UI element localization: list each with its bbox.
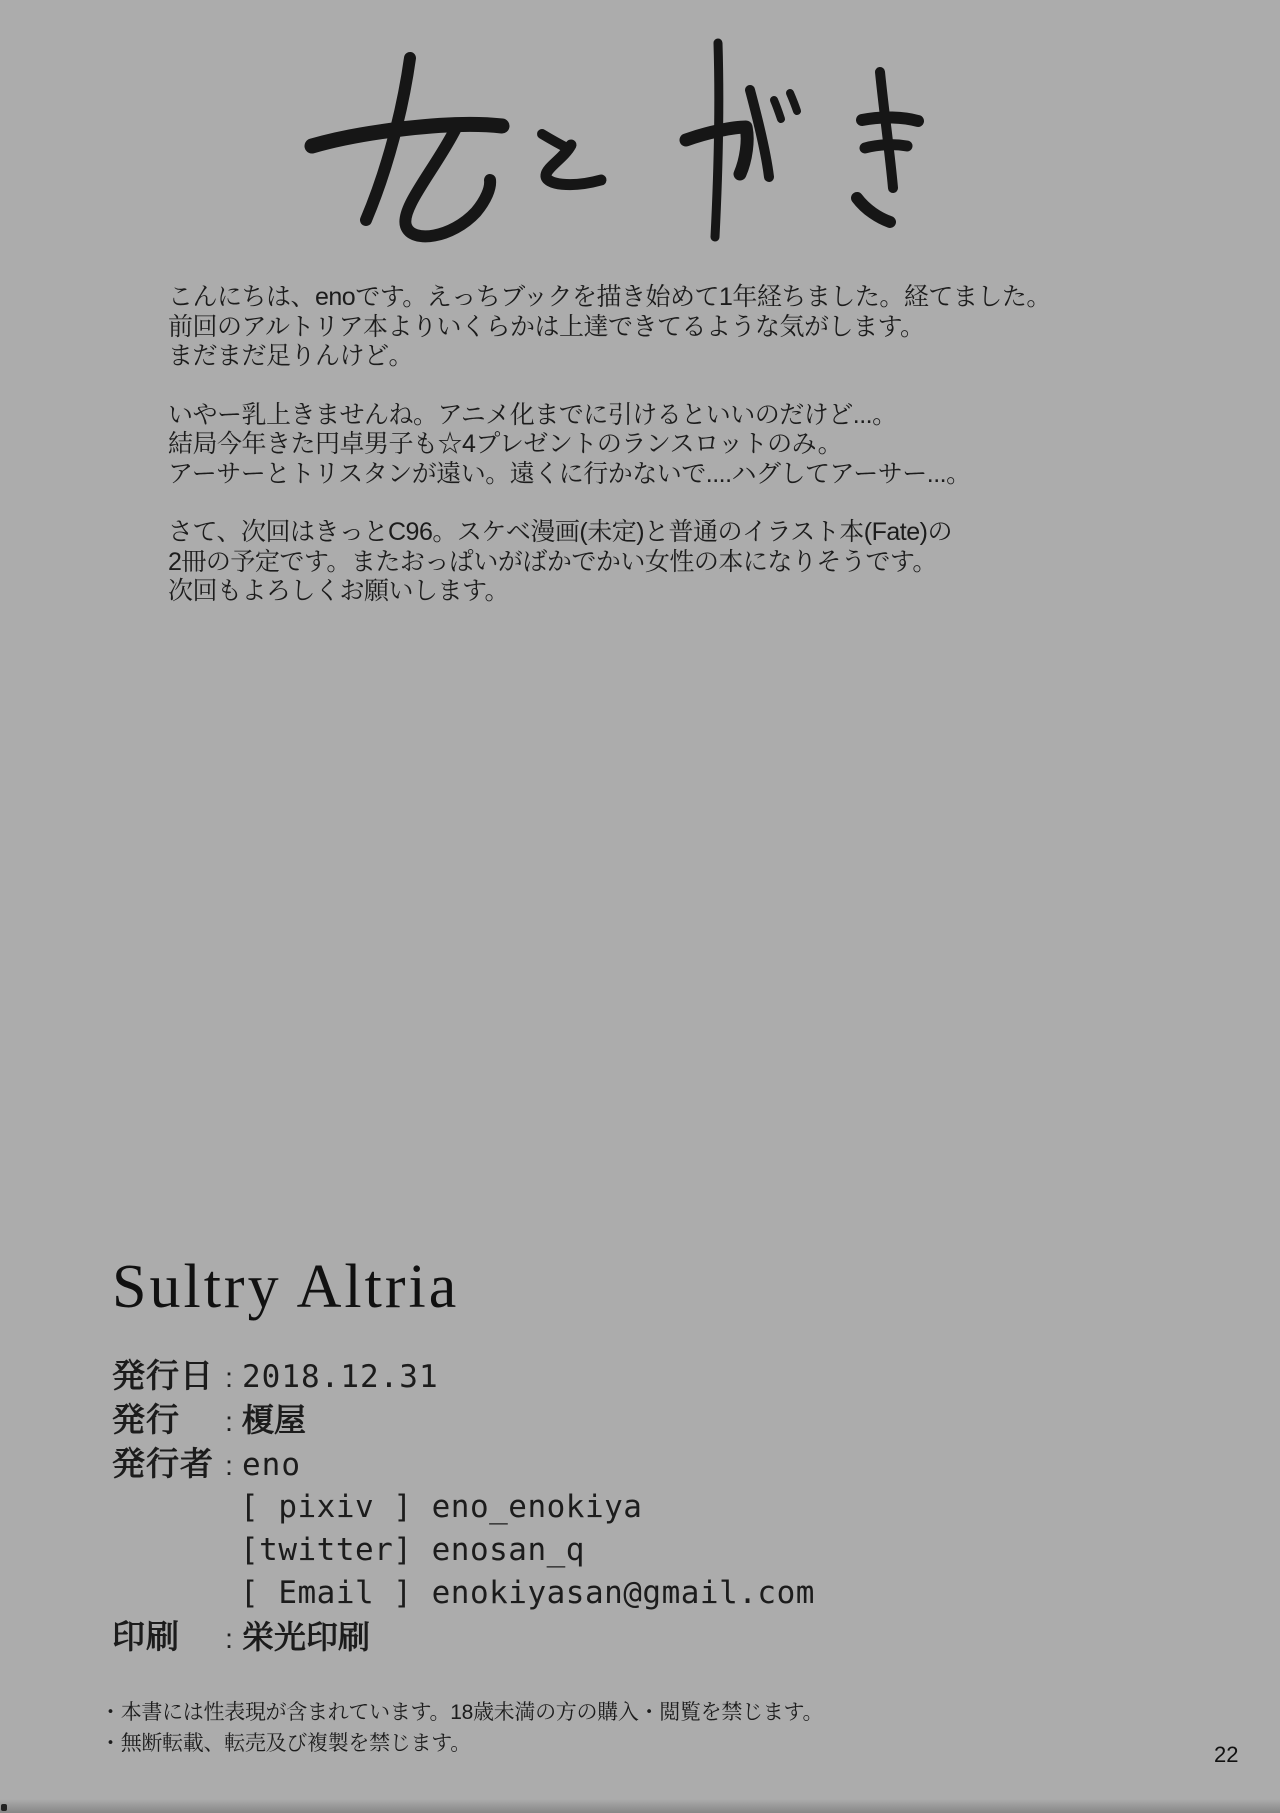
afterword-body [168,283,1148,636]
colon-separator: : [225,1362,233,1393]
handwritten-afterword-title [290,28,950,263]
colon-separator: : [225,1623,233,1654]
colon-separator: : [225,1406,233,1437]
text-line: まだまだ足りんけど。 [168,342,414,370]
afterword-paragraph-3 [168,518,1148,607]
contact-pixiv: [ pixiv ] eno_enokiya [240,1489,643,1525]
notice-line-no-reproduction: ・無断転載、転売及び複製を禁じます。 [100,1732,471,1755]
text-line: いやー乳上きませんね。アニメ化までに引けるといいのだけど...。 [168,400,897,429]
text-line: こんにちは、enoです。えっちブックを描き始めて1年経ちました。経てました。 [168,283,1051,311]
contact-twitter: [twitter] enosan_q [240,1532,585,1568]
colophon-row-printer [112,1615,1012,1659]
notice-line-adult-content: ・本書には性表現が含まれています。18歳未満の方の購入・閲覧を禁じます。 [100,1701,824,1724]
contact-email: [ Email ] enokiyasan@gmail.com [240,1575,815,1611]
text-line: さて、次回はきっとC96。スケベ漫画(未定)と普通のイラスト本(Fate)の [168,518,952,546]
author-label: 発行者 [112,1445,214,1482]
colophon-row-publication-date [112,1354,1012,1398]
text-line: アーサーとトリスタンが遠い。遠くに行かないで....ハグしてアーサー...。 [168,459,971,488]
colophon [112,1354,1012,1659]
publisher-value: 榎屋 [242,1402,307,1438]
scan-speck [1,1804,7,1811]
atogaki-calligraphy-drawing [290,28,950,263]
age-restriction-notices [100,1697,1100,1759]
page-number: 22 [1214,1742,1239,1767]
text-line: 結局今年きた円卓男子も☆4プレゼントのランスロットのみ。 [168,430,843,458]
text-line: 2冊の予定です。またおっぱいがばかでかい女性の本になりそうです。 [168,547,937,576]
afterword-paragraph-2 [168,401,1148,490]
colophon-row-publisher [112,1398,1012,1442]
author-value: eno [242,1447,301,1483]
printer-label: 印刷 [112,1618,180,1655]
text-line: 次回もよろしくお願いします。 [168,577,510,605]
colon-separator: : [225,1450,233,1481]
publication-date-value: 2018.12.31 [242,1359,439,1395]
book-title: Sultry Altria [112,1253,460,1321]
afterword-paragraph-1 [168,283,1148,372]
publication-date-label: 発行日 [112,1357,214,1394]
printer-value: 栄光印刷 [242,1619,371,1655]
text-line: 前回のアルトリア本よりいくらかは上達できてるような気がします。 [168,312,925,341]
colophon-row-author [112,1442,1012,1486]
publisher-label: 発行 [112,1401,180,1438]
scan-bottom-shadow [0,1799,1280,1813]
